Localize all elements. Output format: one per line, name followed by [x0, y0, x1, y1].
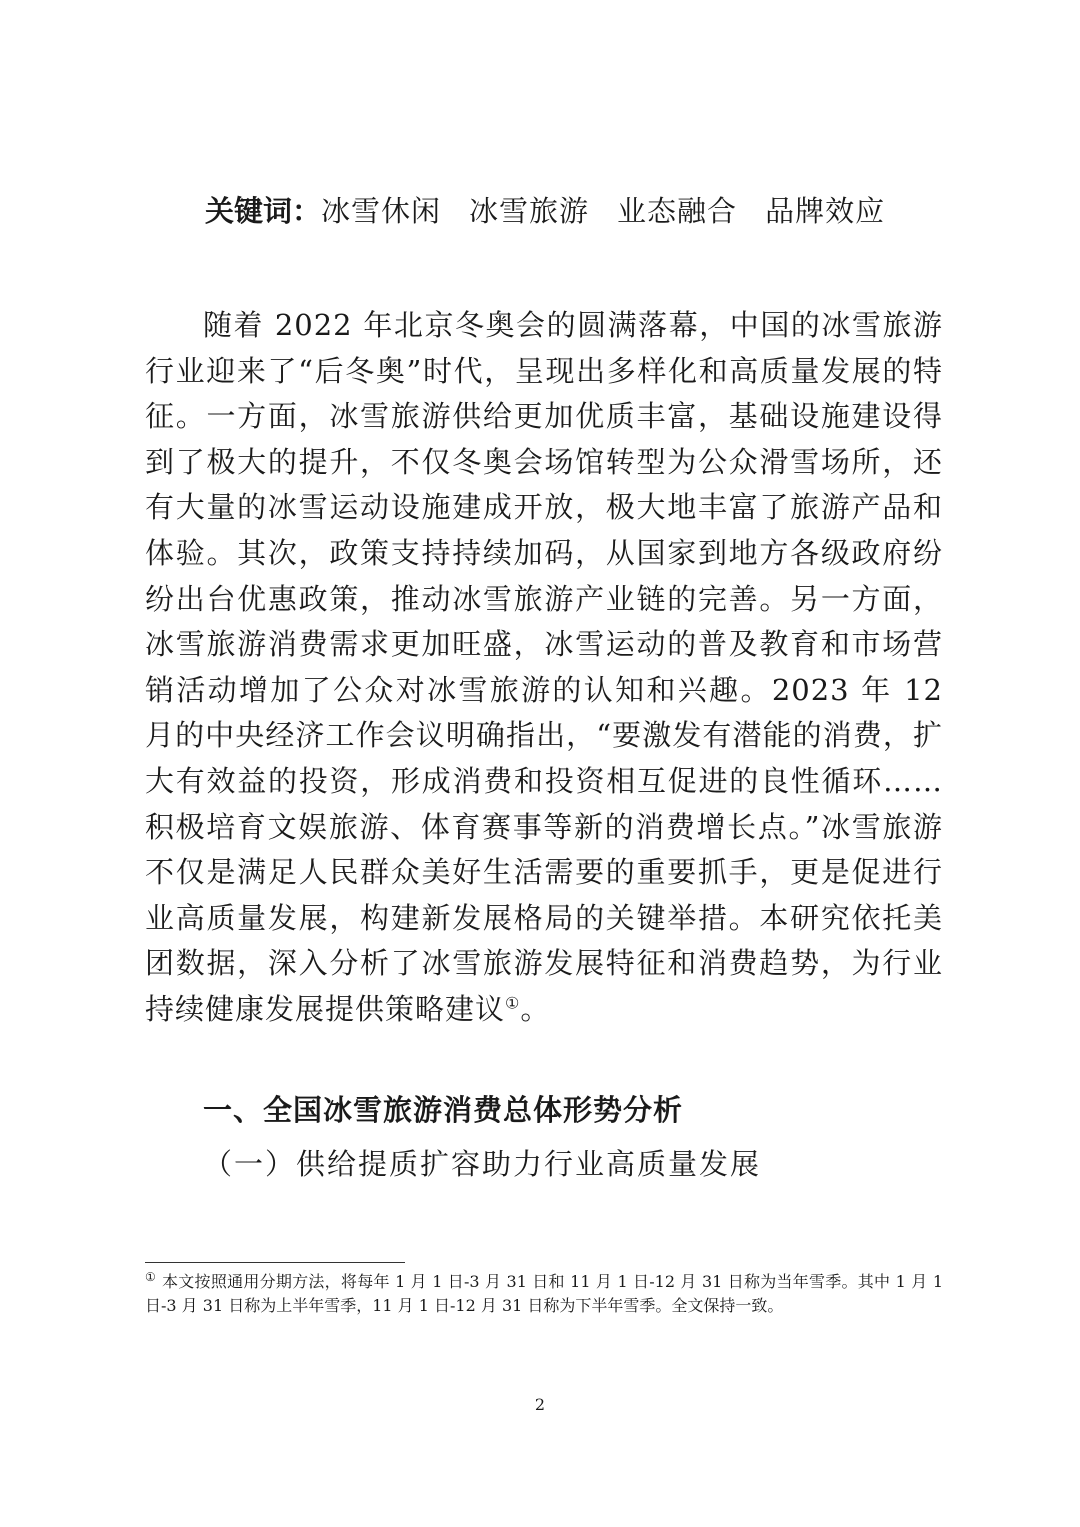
keyword-3: 业态融合: [617, 194, 738, 228]
keyword-1: 冰雪休闲: [321, 194, 442, 228]
body-paragraph-end: 。: [520, 991, 551, 1026]
section-heading: 一、全国冰雪旅游消费总体形势分析: [203, 1093, 684, 1127]
subsection-heading: （一）供给提质扩容助力行业高质量发展: [203, 1147, 762, 1181]
body-paragraph: [145, 303, 943, 1033]
keyword-2: 冰雪旅游: [469, 194, 590, 228]
body-paragraph-text: 随着 2022 年北京冬奥会的圆满落幕，中国的冰雪旅游行业迎来了“后冬奥”时代，呈现出多样化和高质量发展的特征。一方面，冰雪旅游供给更加优质丰富，基础设施建设得到了极大的提升，不仅冬奥会场馆转型为公众滑雪场所，还有大量的冰雪运动设施建成开放，极大地丰富了旅游产品和体验。其次，政策支持持续加码，从国家到地方各级政府纷纷出台优惠政策，推动冰雪旅游产业链的完善。另一方面，冰雪旅游消费需求更加旺盛，冰雪运动的普及教育和市场营销活动增加了公众对冰雪旅游的认知和兴趣。2023 年 12 月的中央经济工作会议明确指出，“要激发有潜能的消费，扩大有效益的投资，形成消费和投资相互促进的良性循环……积极培育文娱旅游、体育赛事等新的消费增长点。”冰雪旅游不仅是满足人民群众美好生活需要的重要抓手，更是促进行业高质量发展，构建新发展格局的关键举措。本研究依托美团数据，深入分析了冰雪旅游发展特征和消费趋势，为行业持续健康发展提供策略建议: [145, 308, 943, 1026]
footnote-text: 本文按照通用分期方法，将每年 1 月 1 日-3 月 31 日和 11 月 1 日-12 月 31 日称为当年雪季。其中 1 月 1 日-3 月 31 日称为上半年雪季，11 月 1 日-12 月 31 日称为下半年雪季。全文保持一致。: [145, 1272, 943, 1315]
keywords-line: [145, 190, 945, 232]
footnote-divider: [145, 1262, 405, 1263]
page-number: 2: [534, 1395, 546, 1414]
footnote: [145, 1270, 943, 1318]
footnote-marker: ①: [145, 1269, 157, 1284]
keywords-label: 关键词：: [205, 194, 322, 228]
footnote-reference[interactable]: ①: [505, 993, 521, 1013]
keyword-4: 品牌效应: [765, 194, 886, 228]
